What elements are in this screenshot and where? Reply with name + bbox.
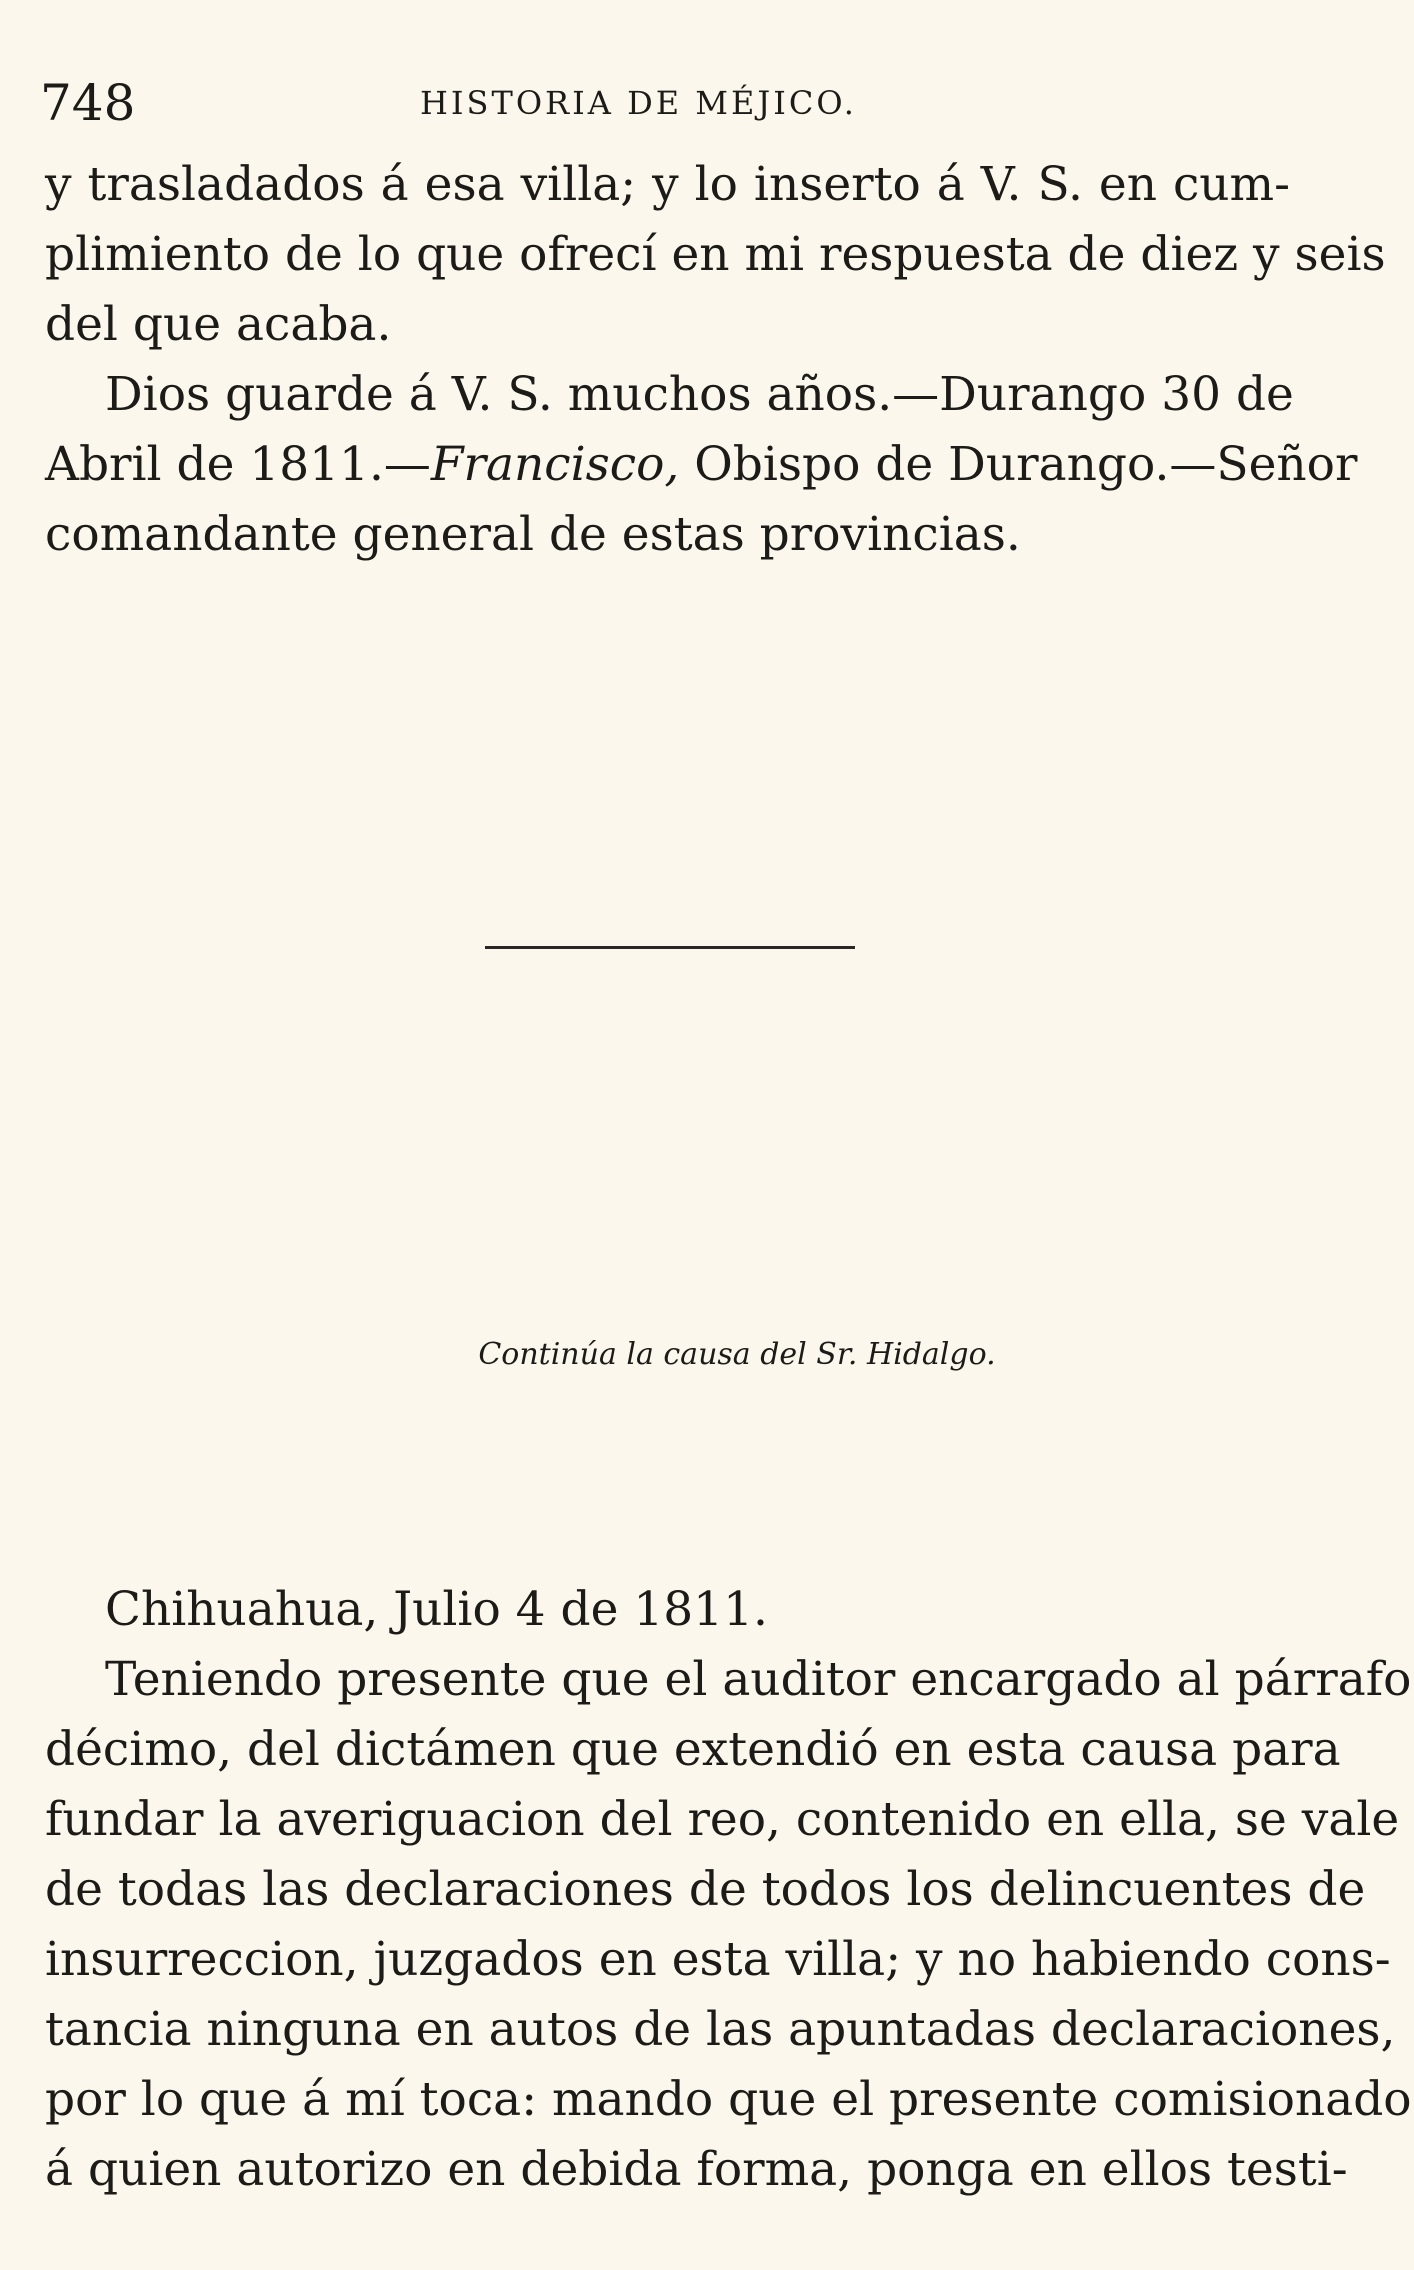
- text-line: Dios guarde á V. S. muchos años.—Durango 30 de: [105, 367, 1294, 422]
- section-title: Continúa la causa del Sr. Hidalgo.: [478, 1337, 996, 1372]
- text-line: del que acaba.: [45, 297, 392, 352]
- text-fragment: Obispo de Durango.—Señor: [679, 437, 1358, 492]
- text-line: á quien autorizo en debida forma, ponga en ellos testi-: [45, 2142, 1348, 2197]
- page-number: 748: [40, 74, 136, 132]
- running-title: HISTORIA DE MÉJICO.: [420, 84, 857, 122]
- text-line: fundar la averiguacion del reo, contenido en ella, se vale: [45, 1792, 1400, 1847]
- signatory-name: Francisco,: [430, 437, 680, 492]
- page-header: [40, 68, 1300, 138]
- text-line: y trasladados á esa villa; y lo inserto á V. S. en cum-: [45, 157, 1290, 212]
- text-line: plimiento de lo que ofrecí en mi respuesta de diez y seis: [45, 227, 1386, 282]
- text-line: insurreccion, juzgados en esta villa; y no habiendo cons-: [45, 1932, 1391, 1987]
- text-line: comandante general de estas provincias.: [45, 507, 1021, 562]
- section-divider: [485, 946, 855, 949]
- text-line: por lo que á mí toca: mando que el presente comisionado: [45, 2072, 1412, 2127]
- text-line: [45, 430, 1358, 500]
- text-line: Teniendo presente que el auditor encargado al párrafo: [105, 1652, 1412, 1707]
- text-line: de todas las declaraciones de todos los delincuentes de: [45, 1862, 1366, 1917]
- text-line: tancia ninguna en autos de las apuntadas declaraciones,: [45, 2002, 1396, 2057]
- decree-paragraphs: [45, 1575, 1412, 2205]
- letter-paragraphs: [45, 150, 1386, 570]
- text-line: décimo, del dictámen que extendió en esta causa para: [45, 1722, 1341, 1777]
- date-line: Chihuahua, Julio 4 de 1811.: [105, 1582, 768, 1637]
- text-fragment: Abril de 1811.—: [45, 437, 431, 492]
